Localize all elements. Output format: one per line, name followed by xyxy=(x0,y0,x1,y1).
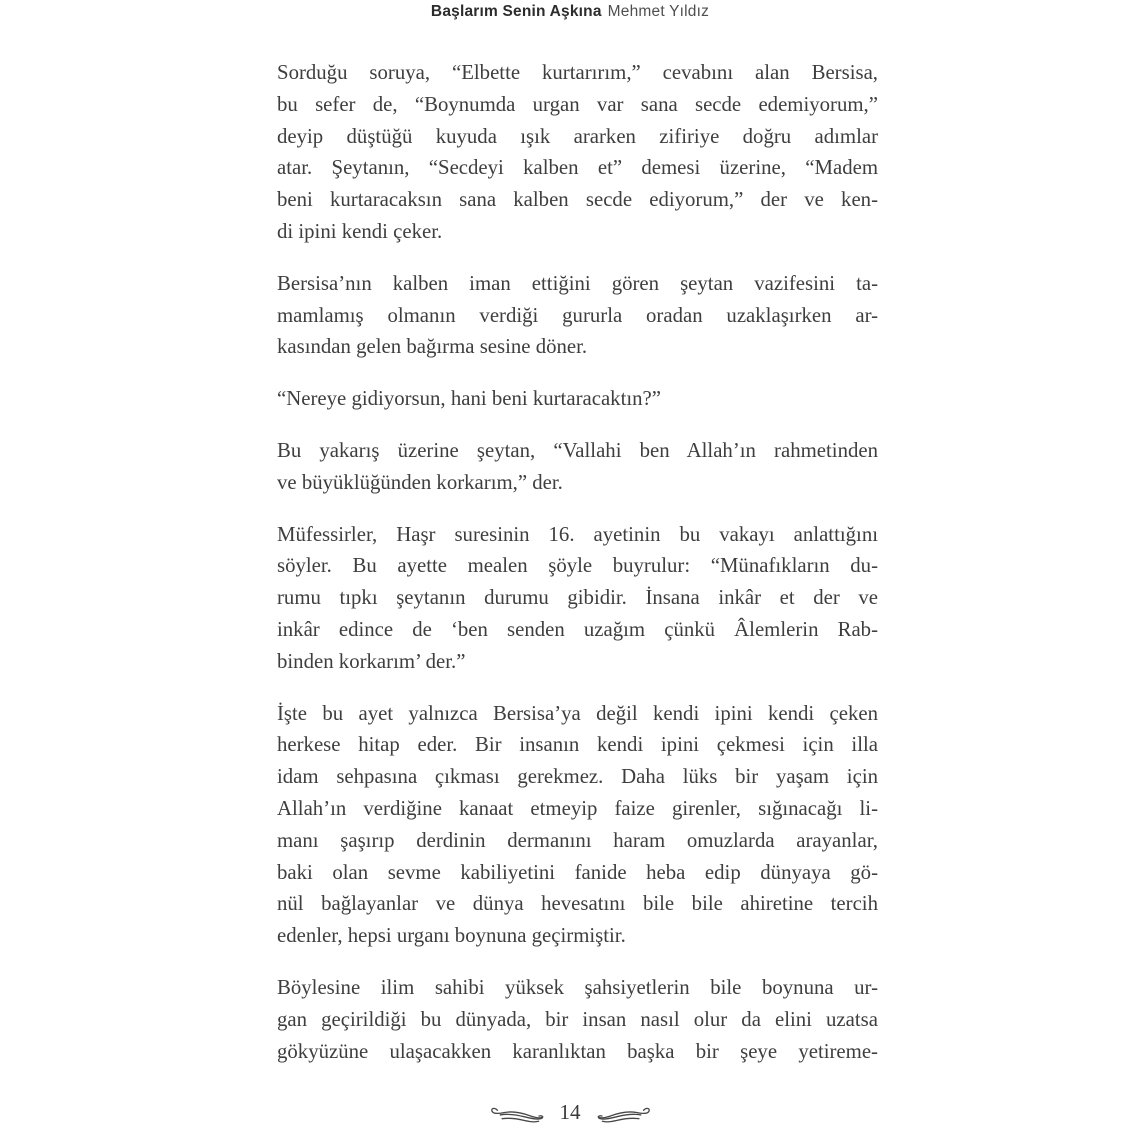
running-head xyxy=(0,3,1140,21)
text-line: söyler. Bu ayette mealen şöyle buyrulur: “Münafıkların du- xyxy=(277,554,878,578)
text-line: deyip düştüğü kuyuda ışık ararken zifiriye doğru adımlar xyxy=(277,124,878,148)
text-line: “Nereye gidiyorsun, hani beni kurtaracaktın?” xyxy=(277,387,662,411)
text-line: Müfessirler, Haşr suresinin 16. ayetinin bu vakayı anlattığını xyxy=(277,522,878,546)
text-line: gökyüzüne ulaşacakken karanlıktan başka bir şeye yetireme- xyxy=(277,1039,878,1063)
text-line: inkâr edince de ‘ben senden uzağım çünkü Âlemlerin Rab- xyxy=(277,617,878,641)
text-line: edenler, hepsi urganı boynuna geçirmiştir. xyxy=(277,924,626,948)
book-title: Başlarım Senin Aşkına xyxy=(430,3,602,20)
text-line: binden korkarım’ der.” xyxy=(277,649,466,673)
text-line: rumu tıpkı şeytanın durumu gibidir. İnsana inkâr et der ve xyxy=(277,586,878,610)
page-footer xyxy=(0,1102,1140,1125)
paragraph xyxy=(277,383,878,415)
text-line: kasından gelen bağırma sesine döner. xyxy=(277,335,588,359)
text-line: gan geçirildiği bu dünyada, bir insan nasıl olur da elini uzatsa xyxy=(277,1007,878,1031)
author-name: Mehmet Yıldız xyxy=(607,3,710,20)
text-line: bu sefer de, “Boynumda urgan var sana secde edemiyorum,” xyxy=(277,92,878,116)
text-line: Allah’ın verdiğine kanaat etmeyip faize girenler, sığınacağı li- xyxy=(277,796,878,820)
paragraph xyxy=(277,435,878,499)
flourish-left-icon xyxy=(489,1103,547,1125)
paragraph xyxy=(277,698,878,952)
text-line: mamlamış olmanın verdiği gururla oradan uzaklaşırken ar- xyxy=(277,303,878,327)
text-line: İşte bu ayet yalnızca Bersisa’ya değil kendi ipini kendi çeken xyxy=(277,701,878,725)
text-line: nül bağlayanlar ve dünya hevesatını bile bile ahiretine tercih xyxy=(277,892,878,916)
text-line: Böylesine ilim sahibi yüksek şahsiyetlerin bile boynuna ur- xyxy=(277,975,878,999)
text-line: Bersisa’nın kalben iman ettiğini gören şeytan vazifesini ta- xyxy=(277,271,878,295)
text-line: di ipini kendi çeker. xyxy=(277,219,443,243)
paragraph xyxy=(277,972,878,1067)
text-line: ve büyüklüğünden korkarım,” der. xyxy=(277,470,563,494)
text-line: idam sehpasına çıkması gerekmez. Daha lüks bir yaşam için xyxy=(277,765,878,789)
paragraph xyxy=(277,57,878,248)
page-number: 14 xyxy=(559,1100,581,1124)
paragraph xyxy=(277,519,878,678)
paragraphs-container xyxy=(277,57,878,1067)
text-line: baki olan sevme kabiliyetini fanide heba edip dünyaya gö- xyxy=(277,860,878,884)
text-line: Bu yakarış üzerine şeytan, “Vallahi ben Allah’ın rahmetinden xyxy=(277,438,878,462)
text-line: beni kurtaracaksın sana kalben secde ediyorum,” der ve ken- xyxy=(277,188,878,212)
flourish-right-icon xyxy=(594,1103,652,1125)
text-line: atar. Şeytanın, “Secdeyi kalben et” demesi üzerine, “Madem xyxy=(277,156,878,180)
text-line: herkese hitap eder. Bir insanın kendi ipini çekmesi için illa xyxy=(277,733,878,757)
text-line: Sorduğu soruya, “Elbette kurtarırım,” cevabını alan Bersisa, xyxy=(277,61,878,84)
text-line: manı şaşırıp derdinin dermanını haram omuzlarda arayanlar, xyxy=(277,828,878,852)
paragraph xyxy=(277,268,878,363)
page-body-text xyxy=(277,57,878,1067)
